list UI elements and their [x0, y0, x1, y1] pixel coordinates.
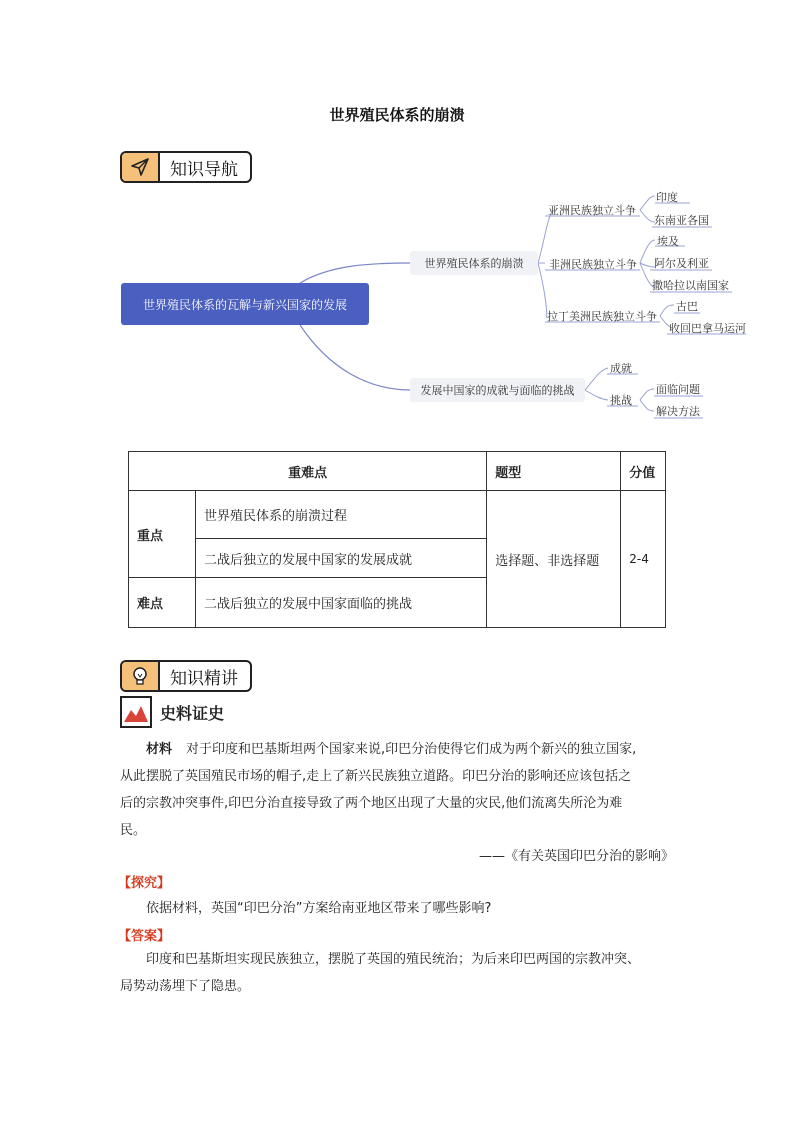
mindmap-branch-developing: 发展中国家的成就与面临的挑战 — [410, 378, 585, 402]
mindmap-leaf: 印度 — [656, 191, 678, 204]
table-cell: 二战后独立的发展中国家的发展成就 — [196, 539, 487, 578]
mindmap-leaf: 解决方法 — [656, 405, 700, 418]
mountain-chart-icon — [120, 696, 152, 728]
key-points-table — [128, 451, 666, 628]
table-row — [129, 491, 666, 539]
table-header-row — [129, 452, 666, 491]
answer-line: 印度和巴基斯坦实现民族独立，摆脱了英国的殖民统治；为后来印巴两国的宗教冲突、 — [146, 952, 641, 967]
explore-label: 【探究】 — [118, 876, 171, 891]
material-paragraph — [120, 736, 680, 844]
page-title: 世界殖民体系的崩溃 — [329, 106, 465, 124]
mindmap-leaf: 古巴 — [676, 300, 698, 313]
section-knowledge-detail — [120, 660, 252, 692]
answer-line: 局势动荡埋下了隐患。 — [120, 979, 251, 994]
mindmap-latin-america: 拉丁美洲民族独立斗争 — [547, 310, 657, 323]
lightbulb-icon — [122, 662, 160, 690]
mindmap-africa: 非洲民族独立斗争 — [549, 258, 637, 271]
table-cell-key-label: 重点 — [129, 491, 196, 578]
table-header: 题型 — [487, 452, 621, 491]
material-line: 对于印度和巴基斯坦两个国家来说,印巴分治使得它们成为两个新兴的独立国家, — [186, 742, 637, 757]
mindmap-leaf: 东南亚各国 — [654, 214, 709, 227]
table-cell-hard-label: 难点 — [129, 578, 196, 628]
material-line: 后的宗教冲突事件,印巴分治直接导致了两个地区出现了大量的灾民,他们流离失所沦为难 — [120, 796, 623, 811]
mindmap-branch-collapse: 世界殖民体系的崩溃 — [410, 251, 538, 275]
table-header: 重难点 — [129, 452, 487, 491]
mindmap-achievement: 成就 — [610, 362, 632, 375]
material-line: 民。 — [120, 823, 147, 838]
explore-question: 依据材料，英国“印巴分治”方案给南亚地区带来了哪些影响? — [146, 901, 492, 916]
table-cell-type: 选择题、非选择题 — [487, 491, 621, 628]
table-header: 分值 — [621, 452, 666, 491]
mindmap-asia: 亚洲民族独立斗争 — [548, 204, 636, 217]
mindmap-leaf: 收回巴拿马运河 — [669, 322, 746, 335]
mindmap-root: 世界殖民体系的瓦解与新兴国家的发展 — [121, 283, 369, 325]
section-history-label: 史料证史 — [160, 704, 225, 723]
mindmap-leaf: 撒哈拉以南国家 — [652, 279, 729, 292]
mindmap-leaf: 阿尔及利亚 — [654, 257, 709, 270]
section-label: 知识精讲 — [170, 668, 238, 689]
answer-label: 【答案】 — [118, 929, 171, 944]
answer-paragraph — [120, 946, 680, 1000]
mindmap-challenge: 挑战 — [610, 394, 632, 407]
table-cell-score: 2-4 — [621, 491, 666, 628]
table-cell: 二战后独立的发展中国家面临的挑战 — [196, 578, 487, 628]
table-cell: 世界殖民体系的崩溃过程 — [196, 491, 487, 539]
material-line: 从此摆脱了英国殖民市场的帽子,走上了新兴民族独立道路。印巴分治的影响还应该包括之 — [120, 769, 632, 784]
mindmap-leaf: 埃及 — [657, 235, 679, 248]
section-label: 知识导航 — [170, 159, 238, 180]
material-source: ——《有关英国印巴分治的影响》 — [478, 849, 674, 864]
material-label: 材料 — [146, 742, 173, 757]
mindmap-leaf: 面临问题 — [656, 383, 700, 396]
